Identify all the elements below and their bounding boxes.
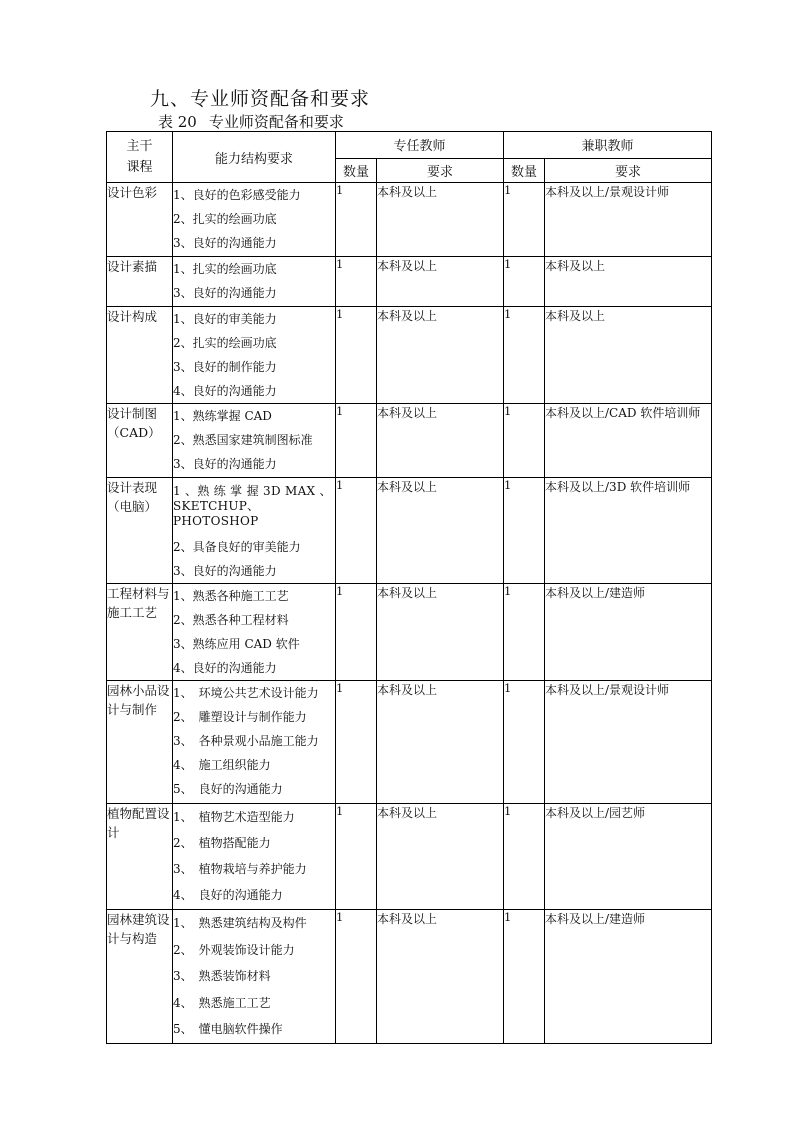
ability-requirements [173, 681, 336, 804]
ability-requirements [173, 478, 336, 584]
parttime-count: 1 [504, 910, 545, 1044]
requirement-item: 2、熟悉各种工程材料 [173, 613, 289, 627]
requirement-item: 5、 良好的沟通能力 [173, 782, 283, 796]
fulltime-count: 1 [336, 804, 377, 910]
fulltime-count: 1 [336, 257, 377, 307]
table-row [107, 910, 712, 1044]
course-name: 园林建筑设计与构造 [107, 910, 173, 1044]
fulltime-requirement: 本科及以上 [377, 910, 504, 1044]
requirement-item: 3、 各种景观小品施工能力 [173, 734, 319, 748]
ability-requirements [173, 257, 336, 307]
parttime-requirement: 本科及以上/CAD 软件培训师 [545, 404, 712, 478]
ability-requirements [173, 183, 336, 257]
header-main-course: 主干 课程 [107, 132, 173, 183]
fulltime-count: 1 [336, 183, 377, 257]
staffing-table [106, 131, 712, 1044]
requirement-item: 4、良好的沟通能力 [173, 384, 277, 398]
header-fulltime-requirement: 要求 [377, 158, 504, 182]
fulltime-requirement: 本科及以上 [377, 257, 504, 307]
requirement-item: 1、 植物艺术造型能力 [173, 810, 295, 824]
ability-requirements [173, 910, 336, 1044]
table-row [107, 183, 712, 257]
requirement-item: 2、具备良好的审美能力 [173, 540, 301, 554]
fulltime-requirement: 本科及以上 [377, 307, 504, 404]
fulltime-requirement: 本科及以上 [377, 183, 504, 257]
table-row [107, 804, 712, 910]
requirement-item: 3、 熟悉装饰材料 [173, 969, 271, 983]
header-parttime-teacher: 兼职教师 [504, 132, 712, 159]
requirement-item: 3、熟练应用 CAD 软件 [173, 637, 300, 651]
requirement-item: 2、 雕塑设计与制作能力 [173, 710, 307, 724]
fulltime-count: 1 [336, 478, 377, 584]
parttime-count: 1 [504, 404, 545, 478]
requirement-item: 1、扎实的绘画功底 [173, 262, 277, 276]
requirement-item: 3、良好的沟通能力 [173, 564, 277, 578]
requirement-item: 3、良好的沟通能力 [173, 457, 277, 471]
requirement-item: 4、 施工组织能力 [173, 758, 271, 772]
parttime-count: 1 [504, 478, 545, 584]
course-name: 植物配置设计 [107, 804, 173, 910]
section-heading: 九、专业师资配备和要求 [150, 88, 371, 110]
table-row [107, 307, 712, 404]
table-row [107, 257, 712, 307]
fulltime-requirement: 本科及以上 [377, 404, 504, 478]
parttime-count: 1 [504, 584, 545, 681]
requirement-item: 2、扎实的绘画功底 [173, 212, 277, 226]
course-name: 园林小品设计与制作 [107, 681, 173, 804]
header-fulltime-teacher: 专任教师 [336, 132, 504, 159]
parttime-requirement: 本科及以上 [545, 307, 712, 404]
requirement-item: 1 、熟 练 掌 握 3D MAX 、SKETCHUP、PHOTOSHOP [173, 484, 332, 528]
parttime-requirement: 本科及以上/景观设计师 [545, 183, 712, 257]
ability-requirements [173, 584, 336, 681]
table-row [107, 478, 712, 584]
fulltime-requirement: 本科及以上 [377, 804, 504, 910]
requirement-item: 2、 外观装饰设计能力 [173, 942, 295, 957]
requirement-item: 2、 植物搭配能力 [173, 836, 271, 850]
table-row [107, 404, 712, 478]
table-caption-label: 表 20 [158, 113, 197, 131]
header-ability: 能力结构要求 [173, 132, 336, 183]
table-caption-title: 专业师资配备和要求 [208, 113, 344, 131]
parttime-count: 1 [504, 804, 545, 910]
ability-requirements [173, 404, 336, 478]
fulltime-requirement: 本科及以上 [377, 584, 504, 681]
requirement-item: 1、良好的审美能力 [173, 312, 277, 326]
course-name: 设计表现（电脑） [107, 478, 173, 584]
table-row [107, 584, 712, 681]
course-name: 工程材料与施工工艺 [107, 584, 173, 681]
requirement-item: 2、熟悉国家建筑制图标准 [173, 433, 313, 447]
requirement-item: 4、 熟悉施工工艺 [173, 995, 271, 1010]
requirement-item: 1、 环境公共艺术设计能力 [173, 686, 319, 700]
requirement-item: 3、良好的制作能力 [173, 360, 277, 374]
course-name: 设计素描 [107, 257, 173, 307]
header-fulltime-count: 数量 [336, 158, 377, 182]
requirement-item: 4、 良好的沟通能力 [173, 888, 283, 902]
requirement-item: 5、 懂电脑软件操作 [173, 1022, 283, 1036]
fulltime-requirement: 本科及以上 [377, 478, 504, 584]
fulltime-count: 1 [336, 681, 377, 804]
fulltime-count: 1 [336, 307, 377, 404]
parttime-requirement: 本科及以上/园艺师 [545, 804, 712, 910]
header-parttime-count: 数量 [504, 158, 545, 182]
table-caption [158, 111, 356, 132]
course-name: 设计制图（CAD） [107, 404, 173, 478]
course-name: 设计色彩 [107, 183, 173, 257]
requirement-item: 1、 熟悉建筑结构及构件 [173, 916, 307, 930]
parttime-count: 1 [504, 307, 545, 404]
fulltime-count: 1 [336, 584, 377, 681]
table-row [107, 681, 712, 804]
requirement-item: 2、扎实的绘画功底 [173, 336, 277, 350]
fulltime-count: 1 [336, 910, 377, 1044]
requirement-item: 1、熟悉各种施工工艺 [173, 589, 289, 603]
ability-requirements [173, 804, 336, 910]
parttime-requirement: 本科及以上/建造师 [545, 584, 712, 681]
fulltime-requirement: 本科及以上 [377, 681, 504, 804]
parttime-requirement: 本科及以上/建造师 [545, 910, 712, 1044]
requirement-item: 3、 植物栽培与养护能力 [173, 862, 307, 876]
parttime-count: 1 [504, 183, 545, 257]
parttime-requirement: 本科及以上/3D 软件培训师 [545, 478, 712, 584]
parttime-count: 1 [504, 681, 545, 804]
ability-requirements [173, 307, 336, 404]
fulltime-count: 1 [336, 404, 377, 478]
header-parttime-requirement: 要求 [545, 158, 712, 182]
requirement-item: 1、良好的色彩感受能力 [173, 188, 301, 202]
course-name: 设计构成 [107, 307, 173, 404]
parttime-requirement: 本科及以上/景观设计师 [545, 681, 712, 804]
requirement-item: 4、良好的沟通能力 [173, 661, 277, 675]
requirement-item: 3、良好的沟通能力 [173, 236, 277, 250]
parttime-requirement: 本科及以上 [545, 257, 712, 307]
requirement-item: 3、良好的沟通能力 [173, 286, 277, 300]
parttime-count: 1 [504, 257, 545, 307]
requirement-item: 1、熟练掌握 CAD [173, 409, 272, 423]
